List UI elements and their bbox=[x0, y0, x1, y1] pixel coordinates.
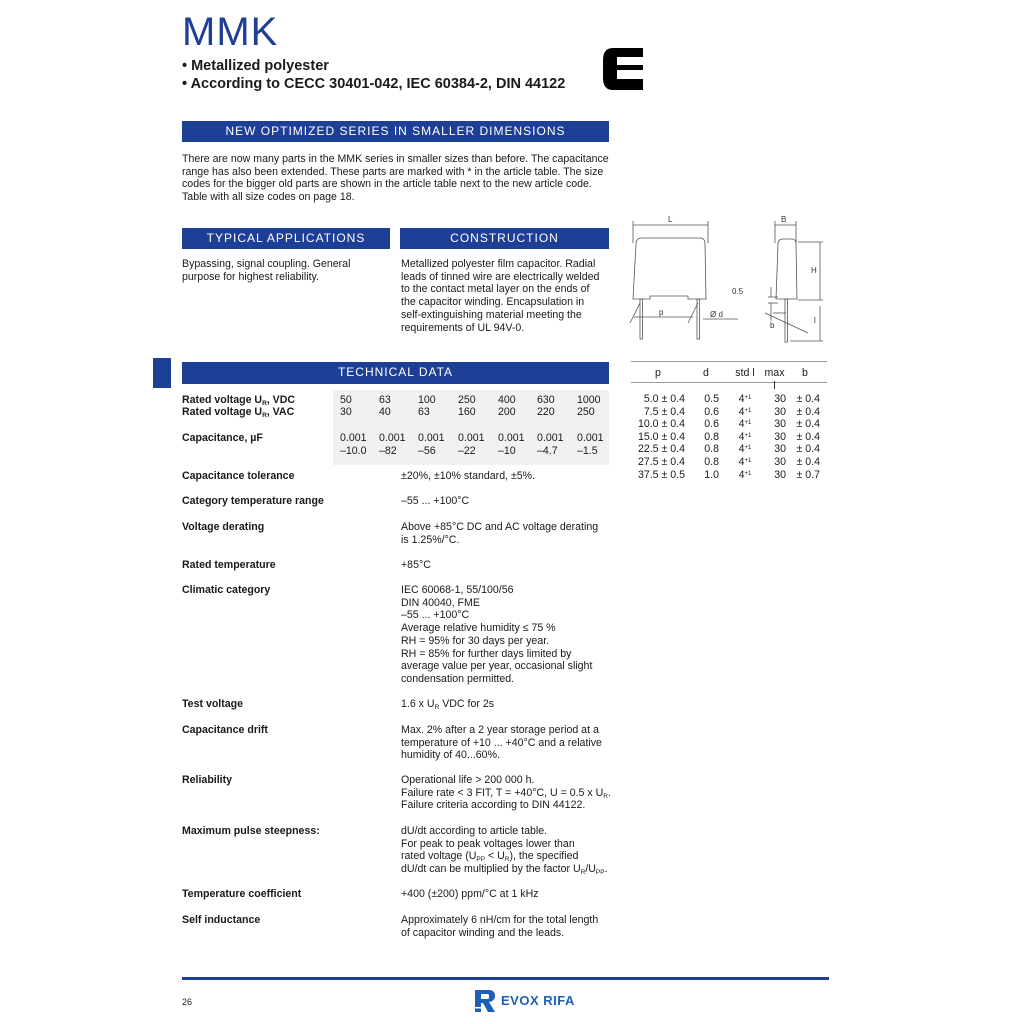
property-label: Voltage derating bbox=[182, 521, 265, 533]
voltage-table-cell: –10.0 bbox=[340, 445, 367, 457]
subscript: R bbox=[262, 400, 267, 407]
dimensions-cell: $4^{+1}$ bbox=[738, 393, 752, 405]
dimensions-cell: 37.5 ± 0.5 bbox=[637, 468, 685, 481]
subscript: R bbox=[580, 869, 586, 877]
dim-label-B: B bbox=[781, 215, 787, 224]
property-label: Capacitance drift bbox=[182, 724, 268, 736]
subscript: R bbox=[262, 412, 267, 419]
dimensions-cell: 0.5 bbox=[704, 393, 719, 405]
value-line bbox=[401, 534, 616, 547]
value-line bbox=[401, 888, 616, 901]
dimensions-cell: $4^{+1}$ bbox=[738, 418, 752, 431]
value-line bbox=[401, 774, 616, 787]
voltage-table-cell: –82 bbox=[379, 445, 397, 457]
property-value bbox=[401, 470, 616, 483]
dimensions-cell: 15.0 ± 0.4 bbox=[637, 430, 685, 443]
voltage-table-cell: 1000 bbox=[577, 394, 601, 406]
text-segment: Above +85°C DC and AC voltage derating bbox=[401, 521, 599, 533]
dimensions-header: std l bbox=[735, 367, 755, 379]
subscript: R bbox=[603, 792, 608, 800]
text-line: the capacitor winding. Encapsulation in bbox=[401, 296, 585, 309]
dimensions-header: max l bbox=[764, 367, 785, 392]
dimensions-cell: ± 0.4 bbox=[796, 456, 820, 468]
dim-label-l: l bbox=[814, 316, 816, 325]
dim-label-p: p bbox=[659, 308, 664, 317]
page-number: 26 bbox=[182, 997, 193, 1007]
property-label: Test voltage bbox=[182, 698, 244, 710]
dimensions-cell: ± 0.4 bbox=[796, 393, 820, 405]
voltage-table-cell: 250 bbox=[458, 394, 476, 406]
dimensions-cell: 30 bbox=[774, 418, 786, 431]
voltage-table-cell: 0.001 bbox=[379, 432, 406, 444]
property-value bbox=[401, 698, 616, 711]
text-segment: Rated voltage U bbox=[182, 406, 263, 418]
dimensions-cell: 30 bbox=[774, 405, 786, 418]
text-segment: temperature of +10 ... +40°C and a relative bbox=[401, 736, 602, 749]
voltage-table-cell: 250 bbox=[577, 406, 595, 418]
section-header-new-series: NEW OPTIMIZED SERIES IN SMALLER DIMENSIONS bbox=[182, 121, 609, 142]
dim-label-L: L bbox=[668, 215, 673, 224]
dimensions-cell: $4^{+1}$ bbox=[738, 405, 752, 418]
text-segment: Failure criteria according to DIN 44122. bbox=[401, 799, 586, 812]
dimensions-cell: 30 bbox=[774, 456, 786, 468]
dimensions-cell: 30 bbox=[774, 443, 786, 456]
dimensions-cell: 27.5 ± 0.4 bbox=[637, 456, 685, 468]
value-line bbox=[401, 863, 616, 876]
value-line bbox=[401, 850, 616, 863]
property-label: Maximum pulse steepness: bbox=[182, 825, 320, 837]
voltage-table-cell: 0.001 bbox=[498, 432, 525, 444]
text-segment: is 1.25%/°C. bbox=[401, 533, 460, 546]
value-line bbox=[401, 495, 616, 508]
property-label: Category temperature range bbox=[182, 495, 324, 507]
text-line: codes for the bigger old parts are shown in the article table next to the new article code. bbox=[182, 178, 592, 191]
property-value bbox=[401, 825, 616, 876]
value-line bbox=[401, 825, 616, 838]
value-line bbox=[401, 660, 616, 673]
tolerance-superscript: +1 bbox=[744, 420, 752, 427]
voltage-table-cell: 0.001 bbox=[340, 432, 367, 444]
dimensions-cell: 0.8 bbox=[704, 443, 719, 456]
subscript: R bbox=[504, 856, 510, 864]
dimensions-cell: 1.0 bbox=[704, 468, 719, 481]
voltage-table-cell: 0.001 bbox=[458, 432, 485, 444]
text-segment: Approximately 6 nH/cm for the total length bbox=[401, 914, 599, 926]
voltage-table-label bbox=[182, 406, 294, 419]
evox-rifa-logo-icon bbox=[475, 990, 495, 1012]
property-label: Self inductance bbox=[182, 914, 261, 926]
text-segment: rated voltage (U bbox=[401, 850, 477, 863]
value-line bbox=[401, 838, 616, 851]
subscript: R bbox=[434, 704, 440, 711]
property-label: Reliability bbox=[182, 774, 233, 786]
voltage-table-cell: 63 bbox=[379, 394, 391, 406]
tolerance-superscript: +1 bbox=[744, 395, 752, 401]
text-segment: ), the specified bbox=[509, 850, 579, 863]
value-line bbox=[401, 737, 616, 750]
text-segment: –55 ... +100°C bbox=[401, 495, 470, 507]
dim-label-b: b bbox=[770, 321, 775, 330]
text-segment: –55 ... +100°C bbox=[401, 609, 470, 622]
text-segment: Rated voltage U bbox=[182, 394, 263, 406]
text-segment: dU/dt according to article table. bbox=[401, 825, 548, 837]
voltage-table-cell: 40 bbox=[379, 406, 391, 418]
text-line: Metallized polyester film capacitor. Radial bbox=[401, 258, 596, 270]
text-segment: Max. 2% after a 2 year storage period at a bbox=[401, 724, 599, 736]
value-line bbox=[401, 648, 616, 661]
construction-text bbox=[401, 258, 616, 334]
text-segment: /U bbox=[585, 863, 596, 876]
tolerance-superscript: +1 bbox=[744, 407, 752, 414]
footer-rule bbox=[182, 977, 829, 980]
typical-applications-text bbox=[182, 258, 392, 283]
dimensions-cell: 0.6 bbox=[704, 405, 719, 418]
property-value bbox=[401, 724, 616, 762]
property-label: Rated temperature bbox=[182, 559, 276, 571]
dimensions-cell: ± 0.4 bbox=[796, 430, 820, 443]
value-line bbox=[401, 470, 616, 483]
dimensions-cell: ± 0.4 bbox=[796, 418, 820, 431]
text-line: range has also been extended. These parts are marked with * in the article table. The size bbox=[182, 165, 604, 178]
dimensions-cell: ± 0.4 bbox=[796, 405, 820, 418]
text-segment: For peak to peak voltages lower than bbox=[401, 837, 575, 850]
dimensions-cell: 30 bbox=[774, 393, 786, 405]
dimensions-cell: $4^{+1}$ bbox=[738, 456, 752, 468]
text-segment: RH = 85% for further days limited by bbox=[401, 647, 572, 660]
new-series-text bbox=[182, 153, 622, 204]
voltage-table-cell: 160 bbox=[458, 406, 476, 418]
dimensions-cell: 7.5 ± 0.4 bbox=[643, 405, 685, 418]
property-value bbox=[401, 914, 616, 939]
dimension-drawing bbox=[628, 213, 833, 348]
value-line bbox=[401, 914, 616, 927]
dimensions-cell: $4^{+1}$ bbox=[738, 430, 752, 443]
voltage-table-cell: 100 bbox=[418, 394, 436, 406]
text-segment: ±20%, ±10% standard, ±5%. bbox=[401, 470, 536, 482]
feature-bullet: • According to CECC 30401-042, IEC 60384-2, DIN 44122 bbox=[182, 76, 566, 92]
value-line bbox=[401, 597, 616, 610]
text-line: leads of tinned wire are electrically welded bbox=[401, 270, 600, 283]
product-title: MMK bbox=[182, 10, 279, 54]
text-segment: , VDC bbox=[266, 394, 296, 406]
voltage-table-label bbox=[182, 394, 295, 407]
dim-label-H: H bbox=[811, 266, 817, 275]
text-segment: of capacitor winding and the leads. bbox=[401, 926, 565, 939]
text-segment: Average relative humidity ≤ 75 % bbox=[401, 622, 556, 635]
voltage-table-cell: 0.001 bbox=[577, 432, 604, 444]
text-line: purpose for highest reliability. bbox=[182, 270, 320, 283]
text-segment: +85°C bbox=[401, 559, 431, 571]
text-line: to the contact metal layer on the ends of bbox=[401, 283, 590, 296]
section-header-typical-applications: TYPICAL APPLICATIONS bbox=[182, 228, 390, 249]
dimensions-cell: 0.6 bbox=[704, 418, 719, 431]
property-label: Climatic category bbox=[182, 584, 271, 596]
value-line bbox=[401, 698, 616, 711]
tolerance-superscript: +1 bbox=[744, 432, 752, 439]
property-value bbox=[401, 888, 616, 901]
property-label: Capacitance tolerance bbox=[182, 470, 295, 482]
voltage-table-cell: 200 bbox=[498, 406, 516, 418]
dimensions-cell: 0.8 bbox=[704, 430, 719, 443]
value-line bbox=[401, 609, 616, 622]
voltage-table-cell: 0.001 bbox=[418, 432, 445, 444]
dimensions-cell: 30 bbox=[774, 468, 786, 481]
feature-bullet: • Metallized polyester bbox=[182, 58, 329, 74]
property-label: Temperature coefficient bbox=[182, 888, 302, 900]
dim-label-offset: 0.5 bbox=[732, 287, 744, 296]
dimensions-cell: ± 0.4 bbox=[796, 443, 820, 456]
value-line bbox=[401, 799, 616, 812]
evox-rifa-logo bbox=[475, 990, 575, 1012]
value-line bbox=[401, 584, 616, 597]
section-header-construction: CONSTRUCTION bbox=[400, 228, 609, 249]
text-line: self-extinguishing material meeting the bbox=[401, 308, 582, 321]
voltage-table-cell: –10 bbox=[498, 445, 516, 457]
text-segment: Failure rate < 3 FIT, T = +40°C, U = 0.5 x U bbox=[401, 786, 604, 799]
value-line bbox=[401, 749, 616, 762]
section-marker bbox=[153, 358, 171, 388]
value-line bbox=[401, 787, 616, 800]
text-segment: Operational life > 200 000 h. bbox=[401, 774, 535, 786]
dimensions-cell: ± 0.7 bbox=[796, 468, 820, 481]
value-line bbox=[401, 724, 616, 737]
cecc-logo-icon bbox=[603, 48, 643, 90]
voltage-table-cell: –56 bbox=[418, 445, 436, 457]
voltage-table-cell: 220 bbox=[537, 406, 555, 418]
tolerance-superscript: +1 bbox=[744, 445, 752, 452]
text-line: Bypassing, signal coupling. General bbox=[182, 258, 351, 270]
value-line bbox=[401, 673, 616, 686]
text-line: requirements of UL 94V-0. bbox=[401, 321, 525, 334]
subscript: PP bbox=[476, 856, 486, 864]
text-segment: dU/dt can be multiplied by the factor U bbox=[401, 863, 581, 876]
dimensions-cell: 22.5 ± 0.4 bbox=[637, 443, 685, 456]
text-segment: 1.6 x U bbox=[401, 698, 435, 710]
dimensions-header: d bbox=[703, 367, 709, 379]
dimensions-header: p bbox=[655, 367, 661, 379]
dimensions-cell: $4^{+1}$ bbox=[738, 468, 752, 481]
text-segment: humidity of 40...60%. bbox=[401, 749, 500, 762]
section-header-technical-data: TECHNICAL DATA bbox=[182, 362, 609, 384]
divider bbox=[631, 382, 827, 383]
text-segment: average value per year, occasional slight bbox=[401, 660, 593, 673]
property-value bbox=[401, 584, 616, 686]
value-line bbox=[401, 521, 616, 534]
dimensions-header: b bbox=[802, 367, 808, 379]
text-segment: condensation permitted. bbox=[401, 672, 515, 685]
brand-name: EVOX RIFA bbox=[501, 992, 575, 1008]
voltage-table-cell: 63 bbox=[418, 406, 430, 418]
voltage-table-cell: 630 bbox=[537, 394, 555, 406]
dim-label-d: Ø d bbox=[710, 310, 723, 319]
text-segment: . bbox=[604, 863, 608, 876]
voltage-table-cell: 0.001 bbox=[537, 432, 564, 444]
voltage-table-cell: 30 bbox=[340, 406, 352, 418]
text-segment: . bbox=[607, 786, 611, 799]
divider bbox=[631, 361, 827, 362]
value-line bbox=[401, 622, 616, 635]
value-line bbox=[401, 559, 616, 572]
voltage-table-cell: 400 bbox=[498, 394, 516, 406]
tolerance-superscript: +1 bbox=[744, 458, 752, 464]
value-line bbox=[401, 927, 616, 940]
voltage-table-cell: –1.5 bbox=[577, 445, 598, 457]
subscript: PP bbox=[595, 869, 605, 877]
voltage-table-label bbox=[182, 432, 263, 445]
text-segment: Capacitance, µF bbox=[182, 432, 263, 444]
text-segment: , VAC bbox=[266, 406, 295, 418]
text-line: There are now many parts in the MMK series in smaller sizes than before. The capacitance bbox=[182, 153, 609, 165]
value-line bbox=[401, 635, 616, 648]
voltage-table-cell: –4.7 bbox=[537, 445, 558, 457]
dimensions-cell: 5.0 ± 0.4 bbox=[643, 393, 685, 405]
text-segment: IEC 60068-1, 55/100/56 bbox=[401, 584, 514, 596]
voltage-table-cell: –22 bbox=[458, 445, 476, 457]
property-value bbox=[401, 559, 616, 572]
property-value bbox=[401, 495, 616, 508]
dimensions-cell: 0.8 bbox=[704, 456, 719, 468]
text-segment: RH = 95% for 30 days per year. bbox=[401, 634, 550, 647]
text-segment: < U bbox=[485, 850, 505, 863]
dimensions-cell: $4^{+1}$ bbox=[738, 443, 752, 456]
text-segment: +400 (±200) ppm/°C at 1 kHz bbox=[401, 888, 539, 900]
property-value bbox=[401, 521, 616, 546]
text-segment: VDC for 2s bbox=[439, 698, 495, 710]
dimensions-cell: 30 bbox=[774, 430, 786, 443]
property-value bbox=[401, 774, 616, 812]
text-line: Table with all size codes on page 18. bbox=[182, 191, 355, 204]
voltage-table-cell: 50 bbox=[340, 394, 352, 406]
tolerance-superscript: +1 bbox=[744, 470, 752, 477]
dimensions-cell: 10.0 ± 0.4 bbox=[637, 418, 685, 431]
text-segment: DIN 40040, FME bbox=[401, 596, 480, 609]
